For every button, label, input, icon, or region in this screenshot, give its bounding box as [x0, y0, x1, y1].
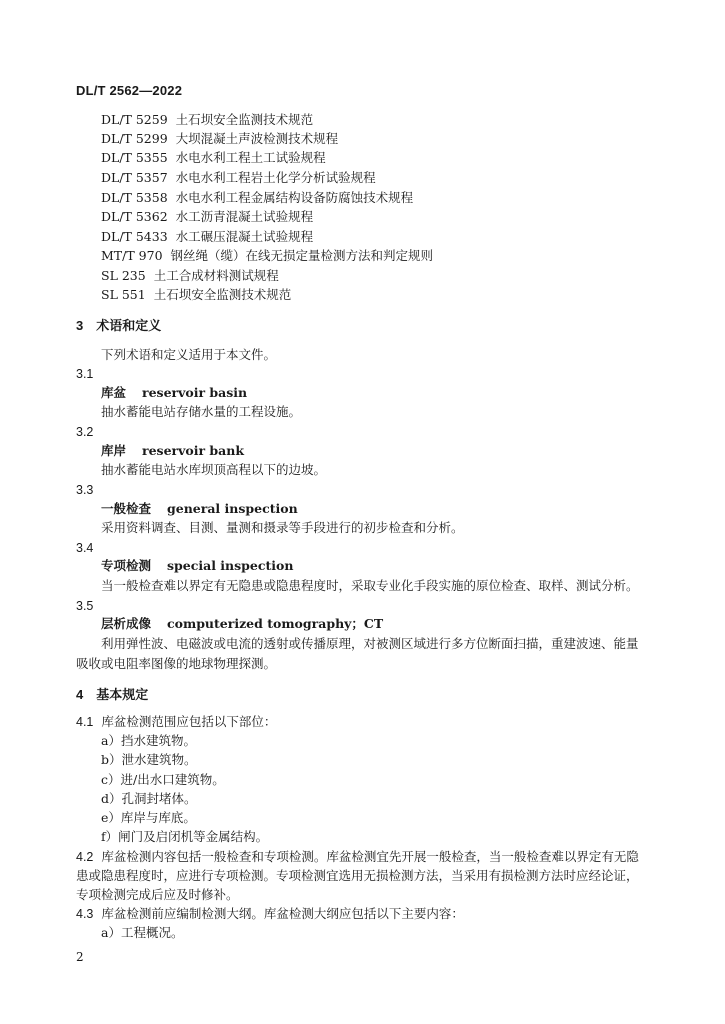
list-text: 孔洞封堵体。 — [121, 791, 197, 806]
section-intro: 下列术语和定义适用于本文件。 — [101, 347, 277, 362]
clause-text-continued: 患或隐患程度时，应进行专项检测。专项检测宜选用无损检测方法，当采用有损检测方法时应经论证， — [76, 868, 639, 883]
reference-title: 水电水利工程土工试验规程 — [175, 150, 326, 165]
reference-item — [101, 248, 433, 264]
reference-code: DL/T 5357 — [101, 170, 168, 185]
reference-title: 水工沥青混凝土试验规程 — [175, 209, 314, 224]
reference-item — [101, 268, 279, 284]
list-text: 泄水建筑物。 — [121, 752, 197, 767]
reference-code: DL/T 5358 — [101, 190, 168, 205]
reference-item — [101, 190, 413, 206]
section-heading: 4 基本规定 — [76, 687, 149, 702]
reference-code: DL/T 5355 — [101, 150, 168, 165]
reference-item — [101, 150, 326, 166]
reference-title: 土石坝安全监测技术规范 — [153, 287, 292, 302]
reference-code: SL 551 — [101, 287, 146, 302]
reference-code: DL/T 5259 — [101, 112, 168, 127]
term-number: 3.3 — [76, 483, 94, 497]
list-label: a） — [101, 925, 121, 940]
term-number: 3.2 — [76, 425, 94, 439]
clause-text-continued: 专项检测完成后应及时修补。 — [76, 887, 239, 902]
clause-4-3 — [76, 906, 464, 922]
term-definition: 抽水蓄能电站水库坝顶高程以下的边坡。 — [101, 462, 327, 477]
reference-item — [101, 209, 313, 225]
clause-number: 4.1 — [76, 715, 94, 729]
term-zh: 库岸 — [101, 443, 127, 458]
reference-title: 水电水利工程金属结构设备防腐蚀技术规程 — [175, 190, 414, 205]
list-item — [101, 752, 197, 768]
reference-code: SL 235 — [101, 268, 146, 283]
term-definition: 利用弹性波、电磁波或电流的透射或传播原理，对被测区域进行多方位断面扫描，重建波速、能量 — [101, 636, 639, 651]
reference-code: DL/T 5299 — [101, 131, 168, 146]
reference-title: 水电水利工程岩土化学分析试验规程 — [175, 170, 376, 185]
term-title — [101, 501, 298, 517]
term-definition: 抽水蓄能电站存储水量的工程设施。 — [101, 404, 302, 419]
term-definition: 当一般检查难以界定有无隐患或隐患程度时，采取专业化手段实施的原位检查、取样、测试分析。 — [101, 578, 639, 593]
list-item — [101, 772, 225, 788]
term-zh: 一般检查 — [101, 501, 152, 516]
term-zh: 专项检测 — [101, 558, 152, 573]
term-definition: 采用资料调查、目测、量测和摄录等手段进行的初步检查和分析。 — [101, 520, 464, 535]
term-en: general inspection — [167, 501, 298, 516]
list-text: 进/出水口建筑物。 — [120, 772, 225, 787]
list-item — [101, 810, 196, 826]
term-title — [101, 616, 383, 632]
section-heading: 3 术语和定义 — [76, 318, 162, 333]
reference-code: DL/T 5433 — [101, 229, 168, 244]
clause-text: 库盆检测内容包括一般检查和专项检测。库盆检测宜先开展一般检查，当一般检查难以界定有无隐 — [101, 849, 639, 864]
reference-item — [101, 229, 313, 245]
reference-item — [101, 131, 338, 147]
page-number: 2 — [76, 950, 84, 964]
clause-4-2 — [76, 849, 639, 865]
term-definition-continued: 吸收或电阻率图像的地球物理探测。 — [76, 656, 277, 671]
term-zh: 库盆 — [101, 385, 127, 400]
term-title — [101, 443, 244, 459]
list-text: 库岸与库底。 — [120, 810, 196, 825]
list-label: c） — [101, 772, 121, 787]
list-label: b） — [101, 752, 122, 767]
document-code-header: DL/T 2562—2022 — [76, 83, 183, 98]
term-title — [101, 385, 247, 401]
term-en: reservoir bank — [142, 443, 245, 458]
term-number: 3.1 — [76, 367, 94, 381]
list-label: a） — [101, 733, 121, 748]
clause-number: 4.2 — [76, 850, 94, 864]
list-label: f） — [101, 829, 119, 844]
clause-text: 库盆检测范围应包括以下部位： — [101, 714, 277, 729]
list-item — [101, 925, 183, 941]
term-number: 3.4 — [76, 541, 94, 555]
list-item — [101, 829, 268, 845]
term-title — [101, 558, 293, 574]
clause-number: 4.3 — [76, 907, 94, 921]
list-item — [101, 791, 197, 807]
list-label: e） — [101, 810, 121, 825]
clause-text: 库盆检测前应编制检测大纲。库盆检测大纲应包括以下主要内容： — [101, 906, 464, 921]
term-number: 3.5 — [76, 599, 94, 613]
list-item — [101, 733, 196, 749]
reference-code: MT/T 970 — [101, 248, 163, 263]
term-en: reservoir basin — [142, 385, 248, 400]
clause-4-1 — [76, 714, 276, 730]
term-en: special inspection — [167, 558, 294, 573]
list-label: d） — [101, 791, 122, 806]
reference-title: 大坝混凝土声波检测技术规程 — [175, 131, 339, 146]
list-text: 工程概况。 — [120, 925, 184, 940]
term-zh: 层析成像 — [101, 616, 152, 631]
reference-item — [101, 112, 313, 128]
term-en: computerized tomography；CT — [167, 616, 384, 631]
reference-title: 土工合成材料测试规程 — [153, 268, 279, 283]
reference-title: 水工碾压混凝土试验规程 — [175, 229, 314, 244]
list-text: 闸门及启闭机等金属结构。 — [118, 829, 269, 844]
reference-title: 土石坝安全监测技术规范 — [175, 112, 314, 127]
reference-item — [101, 170, 376, 186]
reference-title: 钢丝绳（缆）在线无损定量检测方法和判定规则 — [170, 248, 434, 263]
reference-item — [101, 287, 291, 303]
list-text: 挡水建筑物。 — [120, 733, 196, 748]
reference-code: DL/T 5362 — [101, 209, 168, 224]
